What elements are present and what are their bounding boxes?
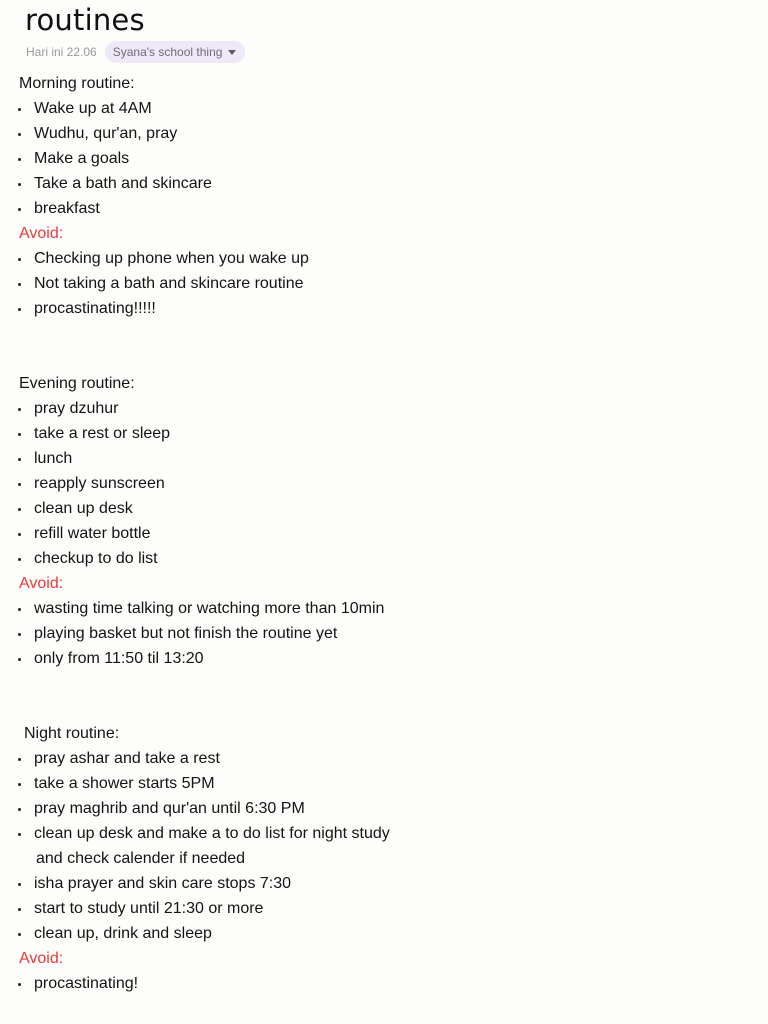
bullet-dot-icon xyxy=(18,758,21,761)
list-item: pray ashar and take a rest xyxy=(0,746,768,771)
list-item-continuation: and check calender if needed xyxy=(36,850,246,867)
list-item: take a shower starts 5PM xyxy=(0,771,768,796)
bullet-dot-icon xyxy=(18,833,21,836)
list-item: clean up, drink and sleep xyxy=(0,921,768,946)
section-spacer xyxy=(0,671,768,721)
avoid-item: Checking up phone when you wake up xyxy=(0,246,768,271)
caret-down-icon xyxy=(228,50,236,55)
list-item: start to study until 21:30 or more xyxy=(0,896,768,921)
avoid-item: procastinating! xyxy=(0,971,768,996)
list-item: take a rest or sleep xyxy=(0,421,768,446)
bullet-dot-icon xyxy=(18,283,21,286)
section-heading-night: Night routine: xyxy=(24,725,120,742)
list-item: Wake up at 4AM xyxy=(0,96,768,121)
list-item: reapply sunscreen xyxy=(0,471,768,496)
bullet-dot-icon xyxy=(18,108,21,111)
bullet-dot-icon xyxy=(18,508,21,511)
bullet-dot-icon xyxy=(18,458,21,461)
bullet-dot-icon xyxy=(18,783,21,786)
bullet-dot-icon xyxy=(18,208,21,211)
note-title[interactable]: routines xyxy=(25,3,145,37)
list-item: clean up desk and make a to do list for night study xyxy=(0,821,768,846)
bullet-dot-icon xyxy=(18,483,21,486)
bullet-dot-icon xyxy=(18,608,21,611)
note-meta xyxy=(26,41,245,63)
avoid-item: playing basket but not finish the routine yet xyxy=(0,621,768,646)
list-item: breakfast xyxy=(0,196,768,221)
section-heading-evening: Evening routine: xyxy=(19,375,135,392)
avoid-item: wasting time talking or watching more than 10min xyxy=(0,596,768,621)
list-item: clean up desk xyxy=(0,496,768,521)
avoid-label: Avoid: xyxy=(19,575,64,592)
avoid-label: Avoid: xyxy=(19,950,64,967)
bullet-dot-icon xyxy=(18,258,21,261)
bullet-dot-icon xyxy=(18,808,21,811)
note-body[interactable] xyxy=(0,71,768,996)
list-item: lunch xyxy=(0,446,768,471)
bullet-dot-icon xyxy=(18,133,21,136)
folder-selector[interactable] xyxy=(105,41,246,63)
section-heading-morning: Morning routine: xyxy=(19,75,135,92)
bullet-dot-icon xyxy=(18,408,21,411)
bullet-dot-icon xyxy=(18,433,21,436)
bullet-dot-icon xyxy=(18,908,21,911)
bullet-dot-icon xyxy=(18,933,21,936)
avoid-label: Avoid: xyxy=(19,225,64,242)
bullet-dot-icon xyxy=(18,308,21,311)
bullet-dot-icon xyxy=(18,883,21,886)
bullet-dot-icon xyxy=(18,633,21,636)
list-item: Make a goals xyxy=(0,146,768,171)
list-item: Take a bath and skincare xyxy=(0,171,768,196)
list-item: pray maghrib and qur'an until 6:30 PM xyxy=(0,796,768,821)
list-item: pray dzuhur xyxy=(0,396,768,421)
avoid-item: only from 11:50 til 13:20 xyxy=(0,646,768,671)
bullet-dot-icon xyxy=(18,983,21,986)
note-date: Hari ini 22.06 xyxy=(26,45,97,59)
bullet-dot-icon xyxy=(18,533,21,536)
bullet-dot-icon xyxy=(18,183,21,186)
bullet-dot-icon xyxy=(18,558,21,561)
list-item: refill water bottle xyxy=(0,521,768,546)
list-item: isha prayer and skin care stops 7:30 xyxy=(0,871,768,896)
bullet-dot-icon xyxy=(18,658,21,661)
avoid-item: procastinating!!!!! xyxy=(0,296,768,321)
avoid-item: Not taking a bath and skincare routine xyxy=(0,271,768,296)
bullet-dot-icon xyxy=(18,158,21,161)
folder-name: Syana's school thing xyxy=(112,45,223,59)
list-item: Wudhu, qur'an, pray xyxy=(0,121,768,146)
section-spacer xyxy=(0,321,768,371)
list-item: checkup to do list xyxy=(0,546,768,571)
